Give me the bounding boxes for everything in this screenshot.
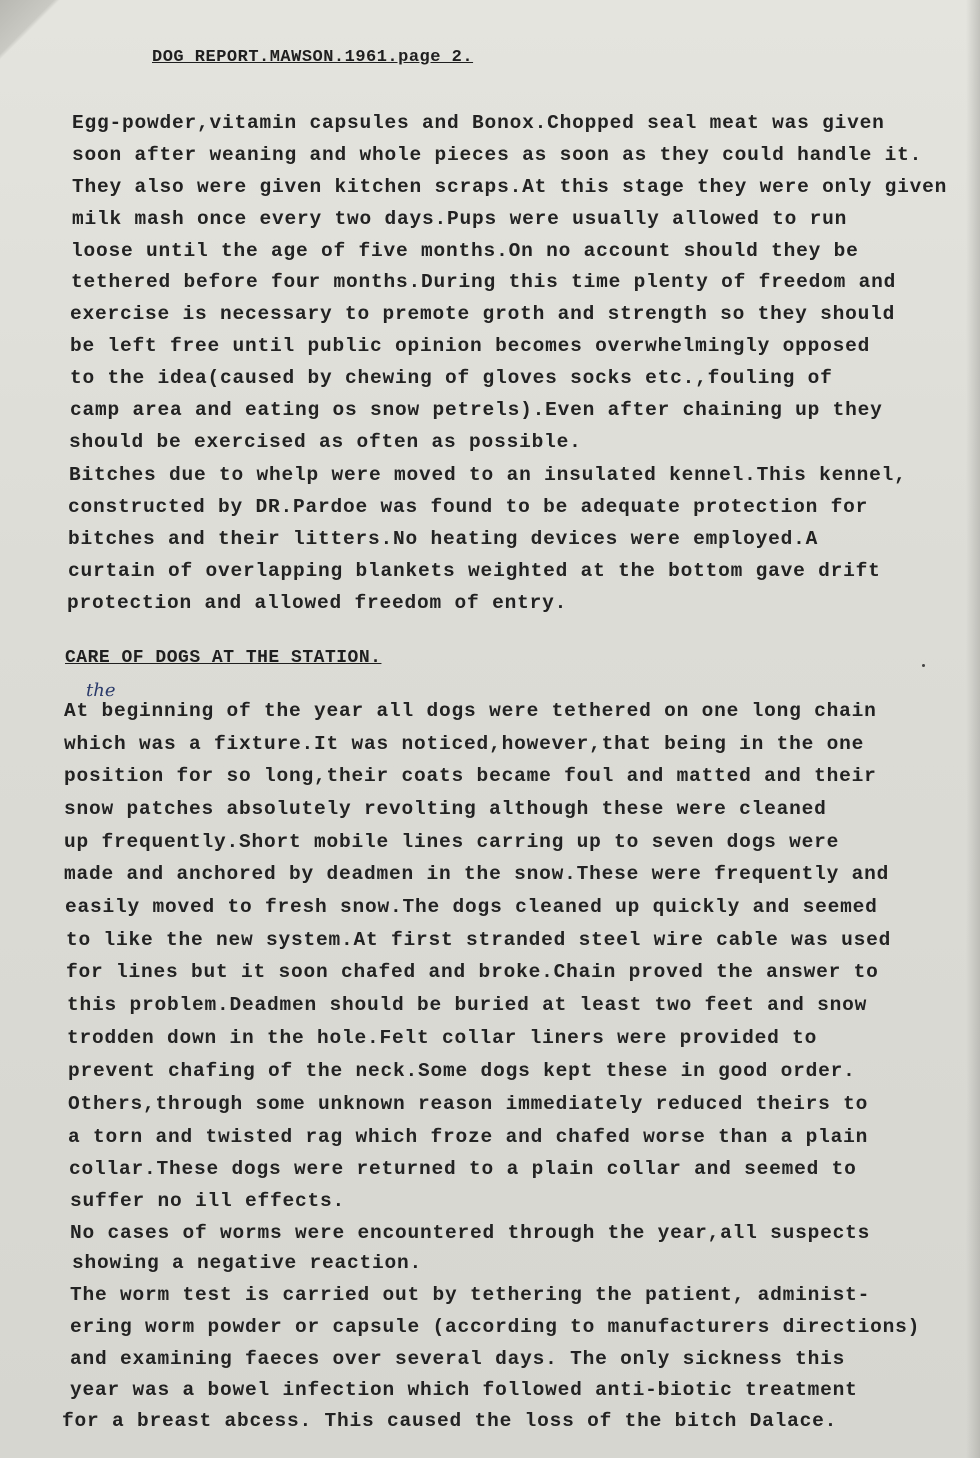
text-line: camp area and eating os snow petrels).Even after chaining up they bbox=[70, 399, 883, 421]
text-line: prevent chafing of the neck.Some dogs kept these in good order. bbox=[68, 1060, 856, 1082]
text-line: bitches and their litters.No heating devices were employed.A bbox=[68, 528, 819, 550]
page-corner-shadow bbox=[0, 0, 60, 60]
text-line: exercise is necessary to premote groth and strength so they should bbox=[70, 303, 896, 325]
text-line: No cases of worms were encountered through the year,all suspects bbox=[70, 1222, 871, 1244]
text-line: collar.These dogs were returned to a plain collar and seemed to bbox=[69, 1158, 857, 1180]
ink-speck bbox=[922, 664, 925, 667]
text-line: The worm test is carried out by tethering the patient, administ- bbox=[70, 1284, 871, 1306]
text-line: to like the new system.At first stranded steel wire cable was used bbox=[66, 929, 892, 951]
text-line: year was a bowel infection which followed anti-biotic treatment bbox=[70, 1379, 858, 1401]
text-line: suffer no ill effects. bbox=[70, 1190, 346, 1212]
text-line: constructed by DR.Pardoe was found to be adequate protection for bbox=[68, 496, 869, 518]
text-line: ering worm powder or capsule (according to manufacturers directions) bbox=[70, 1316, 921, 1338]
text-line: a torn and twisted rag which froze and chafed worse than a plain bbox=[68, 1126, 869, 1148]
text-line: easily moved to fresh snow.The dogs cleaned up quickly and seemed bbox=[65, 896, 878, 918]
text-line: curtain of overlapping blankets weighted at the bottom gave drift bbox=[68, 560, 881, 582]
text-line: protection and allowed freedom of entry. bbox=[67, 592, 568, 614]
text-line: Egg-powder,vitamin capsules and Bonox.Chopped seal meat was given bbox=[72, 112, 885, 134]
text-line: should be exercised as often as possible. bbox=[69, 431, 582, 453]
text-line: to the idea(caused by chewing of gloves socks etc.,fouling of bbox=[70, 367, 833, 389]
text-line: up frequently.Short mobile lines carring up to seven dogs were bbox=[64, 831, 840, 853]
text-line: be left free until public opinion becomes overwhelmingly opposed bbox=[70, 335, 871, 357]
text-line: milk mash once every two days.Pups were usually allowed to run bbox=[72, 208, 848, 230]
handwritten-insert: the bbox=[86, 680, 116, 701]
text-line: and examining faeces over several days. The only sickness this bbox=[70, 1348, 846, 1370]
page-title: DOG REPORT.MAWSON.1961.page 2. bbox=[152, 48, 474, 67]
text-line: At beginning of the year all dogs were tethered on one long chain bbox=[64, 700, 877, 722]
text-line: position for so long,their coats became foul and matted and their bbox=[64, 765, 877, 787]
text-line: showing a negative reaction. bbox=[72, 1252, 423, 1274]
text-line: snow patches absolutely revolting although these were cleaned bbox=[64, 798, 827, 820]
section-heading: CARE OF DOGS AT THE STATION. bbox=[65, 648, 382, 668]
text-line: this problem.Deadmen should be buried at least two feet and snow bbox=[67, 994, 868, 1016]
text-line: soon after weaning and whole pieces as soon as they could handle it. bbox=[72, 144, 923, 166]
text-line: They also were given kitchen scraps.At this stage they were only given bbox=[72, 176, 948, 198]
text-line: Others,through some unknown reason immediately reduced theirs to bbox=[68, 1093, 869, 1115]
text-line: made and anchored by deadmen in the snow.These were frequently and bbox=[64, 863, 890, 885]
text-line: for lines but it soon chafed and broke.Chain proved the answer to bbox=[66, 961, 879, 983]
text-line: tethered before four months.During this time plenty of freedom and bbox=[71, 271, 897, 293]
text-line: which was a fixture.It was noticed,however,that being in the one bbox=[64, 733, 865, 755]
text-line: Bitches due to whelp were moved to an insulated kennel.This kennel, bbox=[69, 464, 907, 486]
text-line: for a breast abcess. This caused the loss of the bitch Dalace. bbox=[62, 1410, 838, 1432]
page-edge-shadow bbox=[966, 0, 980, 1458]
text-line: loose until the age of five months.On no account should they be bbox=[71, 240, 859, 262]
text-line: trodden down in the hole.Felt collar liners were provided to bbox=[67, 1027, 818, 1049]
